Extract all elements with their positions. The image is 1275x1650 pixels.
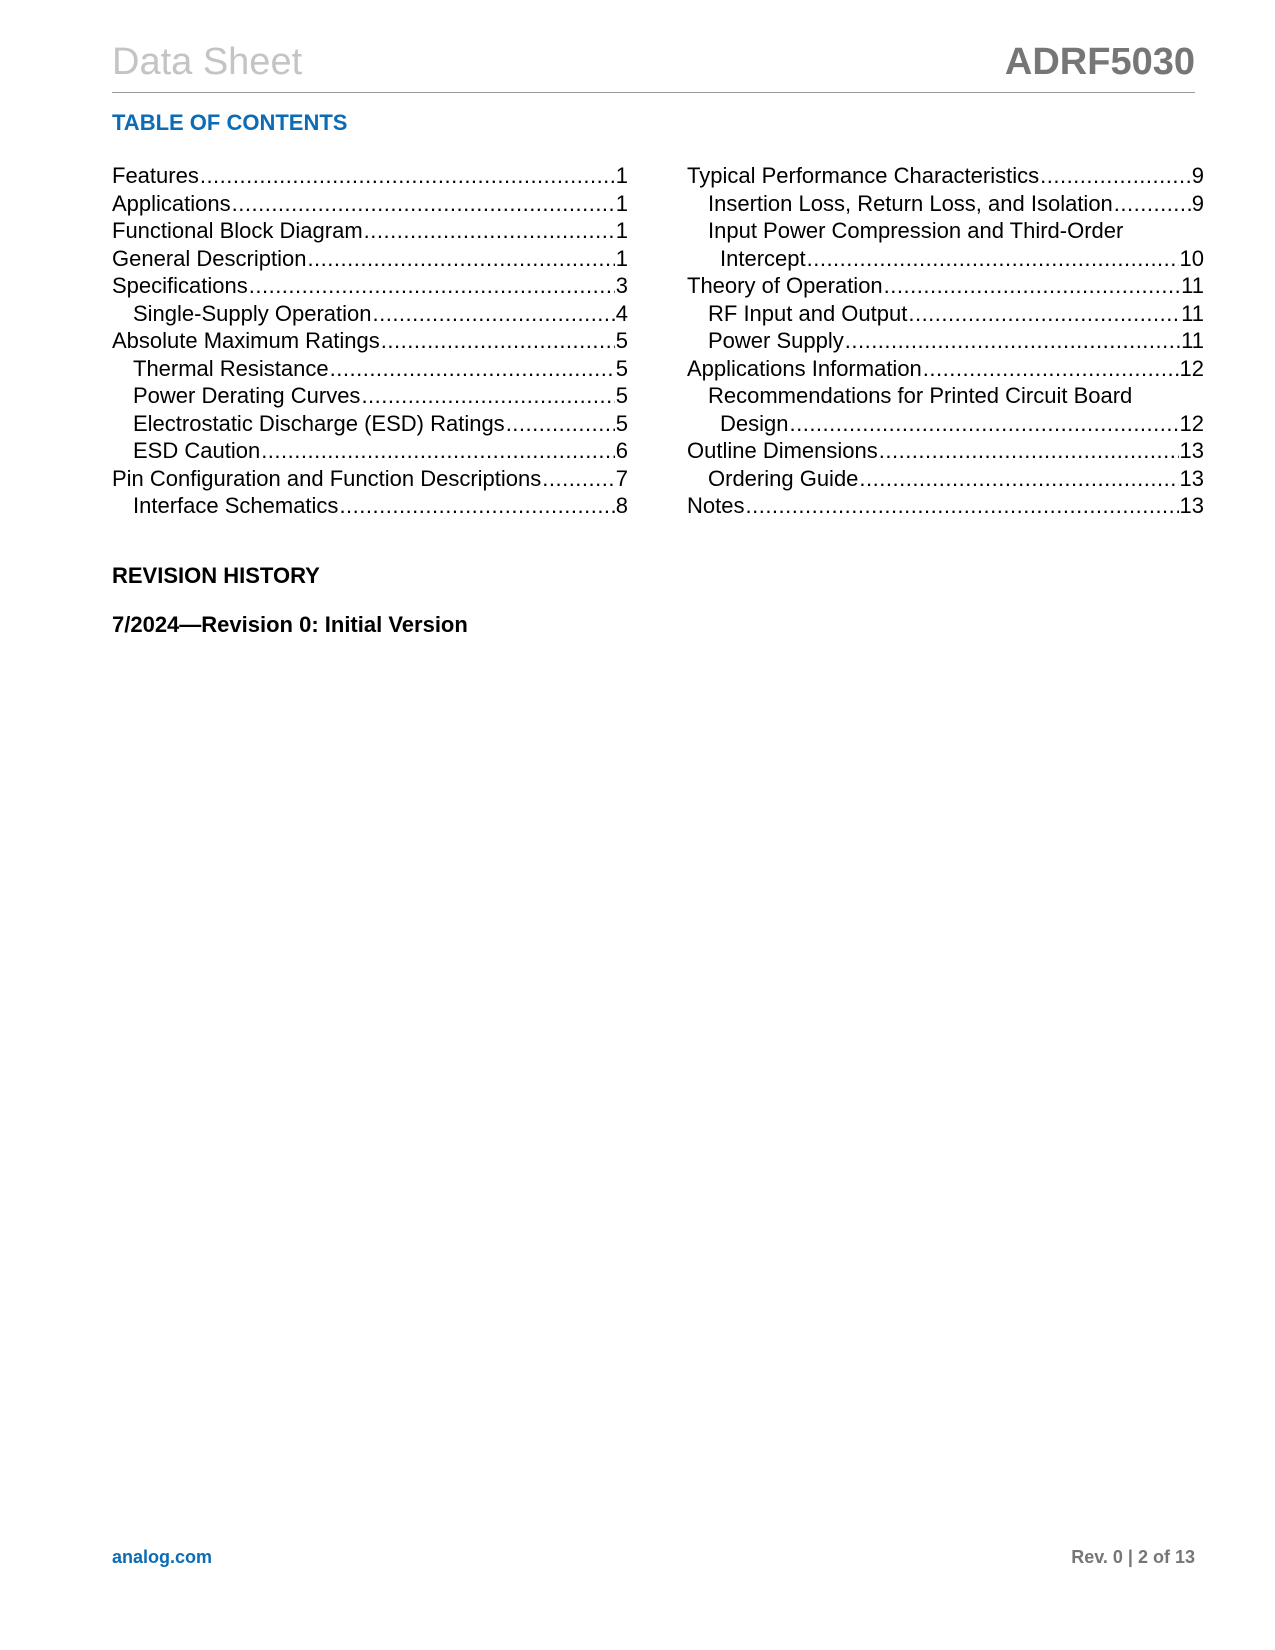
toc-entry-label: Insertion Loss, Return Loss, and Isolation xyxy=(708,190,1113,216)
toc-entry-page: 1 xyxy=(615,245,628,271)
toc-dot-leader xyxy=(789,410,1178,438)
toc-entry-page: 13 xyxy=(1179,493,1204,518)
toc-entry-label: Applications Information xyxy=(687,355,922,381)
toc-entry-label: Theory of Operation xyxy=(687,273,883,298)
toc-entry-page: 4 xyxy=(615,300,628,326)
toc-entry[interactable] xyxy=(687,355,1204,383)
toc-entry-label: Ordering Guide xyxy=(708,465,859,491)
toc-dot-leader xyxy=(372,300,614,328)
toc-entry-page: 1 xyxy=(615,218,628,243)
toc-entry-label: Power Supply xyxy=(708,328,844,353)
toc-entry-label: Outline Dimensions xyxy=(687,438,878,463)
toc-dot-leader xyxy=(232,190,615,218)
toc-entry-page: 11 xyxy=(1181,300,1204,326)
toc-entry[interactable] xyxy=(112,245,628,273)
revision-entry: 7/2024—Revision 0: Initial Version xyxy=(112,612,468,637)
toc-entry-label: Typical Performance Characteristics xyxy=(687,163,1040,188)
toc-dot-leader xyxy=(361,382,614,410)
toc-entry-label: Functional Block Diagram xyxy=(112,218,363,243)
toc-entry[interactable] xyxy=(687,300,1204,328)
toc-entry-label: Specifications xyxy=(112,273,248,298)
toc-entry-page: 12 xyxy=(1179,410,1204,436)
toc-title: TABLE OF CONTENTS xyxy=(112,110,348,135)
toc-dot-leader xyxy=(1040,162,1191,190)
toc-dot-leader xyxy=(542,465,615,493)
toc-entry-page: 11 xyxy=(1181,273,1204,298)
toc-entry[interactable] xyxy=(687,217,1204,245)
toc-entry-label: Intercept xyxy=(720,245,806,271)
toc-entry[interactable] xyxy=(112,272,628,300)
toc-entry[interactable] xyxy=(112,217,628,245)
toc-entry[interactable] xyxy=(687,465,1204,493)
toc-entry-page: 9 xyxy=(1191,163,1204,188)
toc-dot-leader xyxy=(339,492,614,520)
toc-dot-leader xyxy=(261,437,615,465)
toc-entry-page: 3 xyxy=(615,273,628,298)
part-number-heading: ADRF5030 xyxy=(1004,41,1195,83)
toc-entry-page: 5 xyxy=(615,355,628,381)
toc-dot-leader xyxy=(807,245,1179,273)
toc-entry-page: 8 xyxy=(615,493,628,518)
page-info: Rev. 0 | 2 of 13 xyxy=(1071,1547,1195,1567)
toc-entry-page: 5 xyxy=(615,410,628,436)
toc-entry-page: 1 xyxy=(615,190,628,216)
toc-entry[interactable] xyxy=(112,190,628,218)
toc-entry[interactable] xyxy=(112,382,628,410)
toc-entry-label: RF Input and Output xyxy=(708,300,908,326)
toc-entry-page: 1 xyxy=(615,163,628,188)
toc-entry-label: Pin Configuration and Function Descriptions xyxy=(112,465,542,491)
toc-entry[interactable] xyxy=(112,465,628,493)
toc-entry-label: Design xyxy=(720,410,789,436)
toc-dot-leader xyxy=(381,327,615,355)
toc-entry[interactable] xyxy=(112,355,628,383)
toc-entry[interactable] xyxy=(687,162,1204,190)
toc-dot-leader xyxy=(506,410,615,438)
toc-dot-leader xyxy=(845,327,1180,355)
toc-entry[interactable] xyxy=(112,492,628,520)
toc-entry-label: Absolute Maximum Ratings xyxy=(112,328,380,353)
toc-entry[interactable] xyxy=(687,327,1204,355)
toc-entry-label: Features xyxy=(112,163,199,188)
toc-dot-leader xyxy=(1114,190,1191,218)
toc-dot-leader xyxy=(884,272,1180,300)
toc-entry-page: 7 xyxy=(615,465,628,491)
toc-dot-leader xyxy=(249,272,615,300)
header-divider xyxy=(112,92,1195,93)
toc-dot-leader xyxy=(364,217,615,245)
toc-entry[interactable] xyxy=(687,272,1204,300)
toc-entry-label: Thermal Resistance xyxy=(133,355,329,381)
toc-dot-leader xyxy=(859,465,1178,493)
toc-entry-label: Electrostatic Discharge (ESD) Ratings xyxy=(133,410,505,436)
toc-entry-page: 12 xyxy=(1179,355,1204,381)
toc-entry[interactable] xyxy=(687,382,1204,410)
toc-entry-label: Interface Schematics xyxy=(133,493,339,518)
toc-column-left xyxy=(112,162,628,520)
toc-entry[interactable] xyxy=(687,190,1204,218)
toc-entry-page: 13 xyxy=(1179,465,1204,491)
toc-entry[interactable] xyxy=(112,437,628,465)
toc-entry-page: 11 xyxy=(1181,328,1204,353)
toc-entry-label: ESD Caution xyxy=(133,438,261,463)
toc-dot-leader xyxy=(908,300,1180,328)
toc-dot-leader xyxy=(200,162,615,190)
toc-entry-page: 5 xyxy=(615,383,628,408)
toc-dot-leader xyxy=(923,355,1179,383)
toc-entry[interactable] xyxy=(112,410,628,438)
revision-history-title: REVISION HISTORY xyxy=(112,563,320,588)
toc-dot-leader xyxy=(879,437,1179,465)
toc-entry-page: 13 xyxy=(1179,438,1204,463)
toc-entry[interactable] xyxy=(687,410,1204,438)
toc-column-right xyxy=(687,162,1204,520)
toc-entry[interactable] xyxy=(112,327,628,355)
toc-entry[interactable] xyxy=(112,300,628,328)
toc-entry[interactable] xyxy=(687,245,1204,273)
website-link[interactable]: analog.com xyxy=(112,1547,213,1567)
doc-type-heading: Data Sheet xyxy=(112,41,303,83)
toc-dot-leader xyxy=(307,245,614,273)
toc-dot-leader xyxy=(745,492,1178,520)
toc-entry[interactable] xyxy=(112,162,628,190)
toc-entry-page: 6 xyxy=(615,438,628,463)
toc-entry-label: Power Derating Curves xyxy=(133,383,361,408)
toc-entry-label: Single-Supply Operation xyxy=(133,300,372,326)
toc-entry-label: Applications xyxy=(112,190,231,216)
toc-entry-page: 9 xyxy=(1191,190,1204,216)
toc-entry-label: Recommendations for Printed Circuit Board xyxy=(708,383,1133,408)
toc-entry[interactable] xyxy=(687,437,1204,465)
toc-dot-leader xyxy=(330,355,615,383)
toc-entry-page: 5 xyxy=(615,328,628,353)
toc-entry-page: 10 xyxy=(1179,245,1204,271)
toc-entry-label: General Description xyxy=(112,245,307,271)
toc-entry[interactable] xyxy=(687,492,1204,520)
toc-entry-label: Notes xyxy=(687,493,745,518)
toc-entry-label: Input Power Compression and Third-Order xyxy=(708,218,1124,243)
